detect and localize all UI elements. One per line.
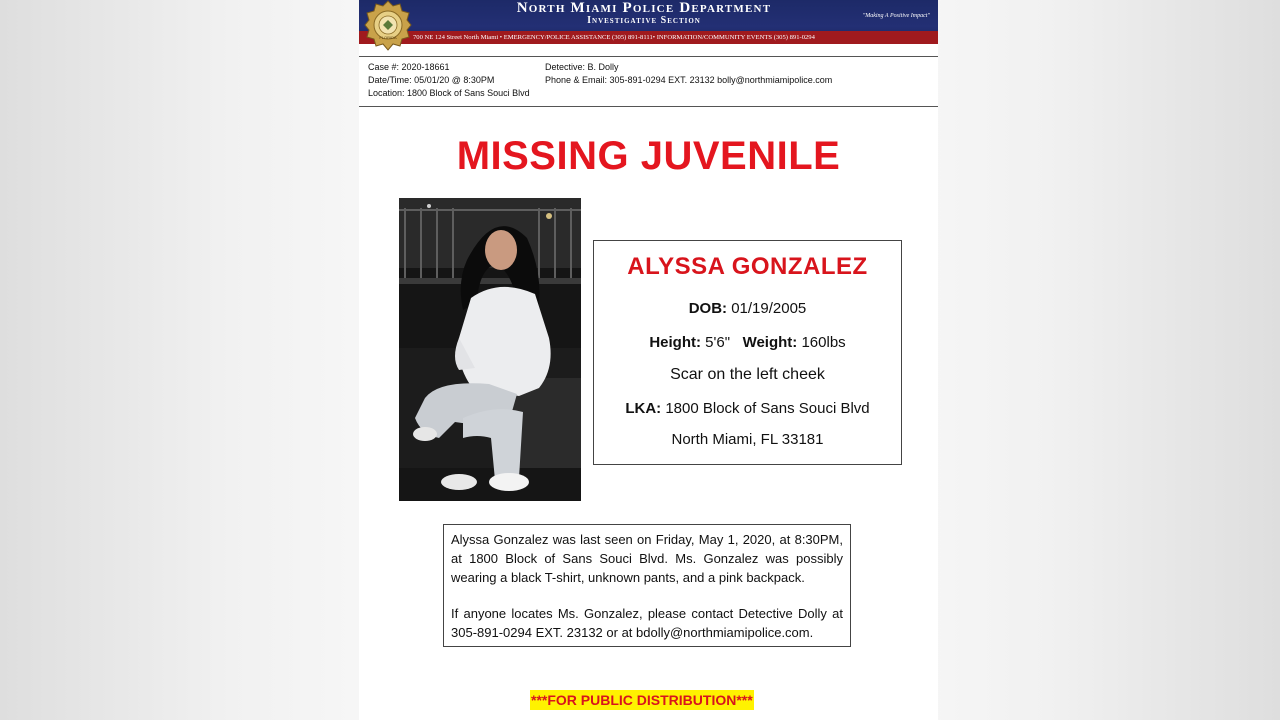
- department-section: Investigative Section: [587, 15, 701, 26]
- lka-city: North Miami, FL 33181: [671, 431, 824, 448]
- last-seen-paragraph: Alyssa Gonzalez was last seen on Friday, May 1, 2020, at 8:30PM, at 1800 Block of Sans Souci Blvd. Ms. Gonzalez was possibly wearing a black T-shirt, unknown pants, and a pink backpack.: [451, 532, 843, 585]
- header-top-rule: [359, 56, 938, 57]
- weight-label: Weight:: [742, 334, 798, 351]
- person-details-box: [593, 240, 902, 465]
- dob-label: DOB:: [688, 300, 728, 317]
- height-value: 5'6": [705, 334, 731, 351]
- height-label: Height:: [649, 334, 701, 351]
- case-contact: Phone & Email: 305-891-0294 EXT. 23132 bolly@northmiamipolice.com: [545, 75, 833, 85]
- department-contact-line: 700 NE 124 Street North Miami • EMERGENCY/POLICE ASSISTANCE (305) 891-8111• INFORMATION/COMMUNITY EVENTS (305) 891-0294: [413, 34, 815, 41]
- case-datetime: Date/Time: 05/01/20 @ 8:30PM: [368, 75, 495, 85]
- public-distribution-notice: ***FOR PUBLIC DISTRIBUTION***: [531, 692, 753, 708]
- case-info-right: [545, 61, 832, 87]
- flyer-title: MISSING JUVENILE: [456, 134, 841, 178]
- height-weight-row: [594, 334, 901, 351]
- weight-value: 160lbs: [801, 334, 846, 351]
- badge-label: FLORIDA: [379, 35, 397, 40]
- case-detective: Detective: B. Dolly: [545, 62, 619, 72]
- lka-value: 1800 Block of Sans Souci Blvd: [665, 400, 870, 417]
- case-info-left: [368, 61, 530, 100]
- header-bottom-rule: [359, 106, 938, 107]
- contact-paragraph: If anyone locates Ms. Gonzalez, please contact Detective Dolly at 305-891-0294 EXT. 23132 or at bdolly@northmiamipolice.com.: [451, 606, 843, 640]
- dob-row: [594, 300, 901, 317]
- department-banner: [359, 0, 938, 44]
- police-badge-icon: [364, 0, 412, 52]
- incident-description: [443, 524, 851, 647]
- dob-value: 01/19/2005: [731, 300, 807, 317]
- department-name: North Miami Police Department: [516, 0, 772, 16]
- missing-person-photo: [399, 198, 581, 501]
- department-motto: "Making A Positive Impact": [862, 13, 930, 19]
- missing-person-flyer: [359, 0, 938, 720]
- lka-label: LKA:: [625, 400, 662, 417]
- person-name: ALYSSA GONZALEZ: [627, 253, 868, 280]
- case-number: Case #: 2020-18661: [368, 62, 450, 72]
- case-location: Location: 1800 Block of Sans Souci Blvd: [368, 88, 530, 98]
- identifying-marks: Scar on the left cheek: [670, 366, 825, 383]
- lka-row: [594, 400, 901, 417]
